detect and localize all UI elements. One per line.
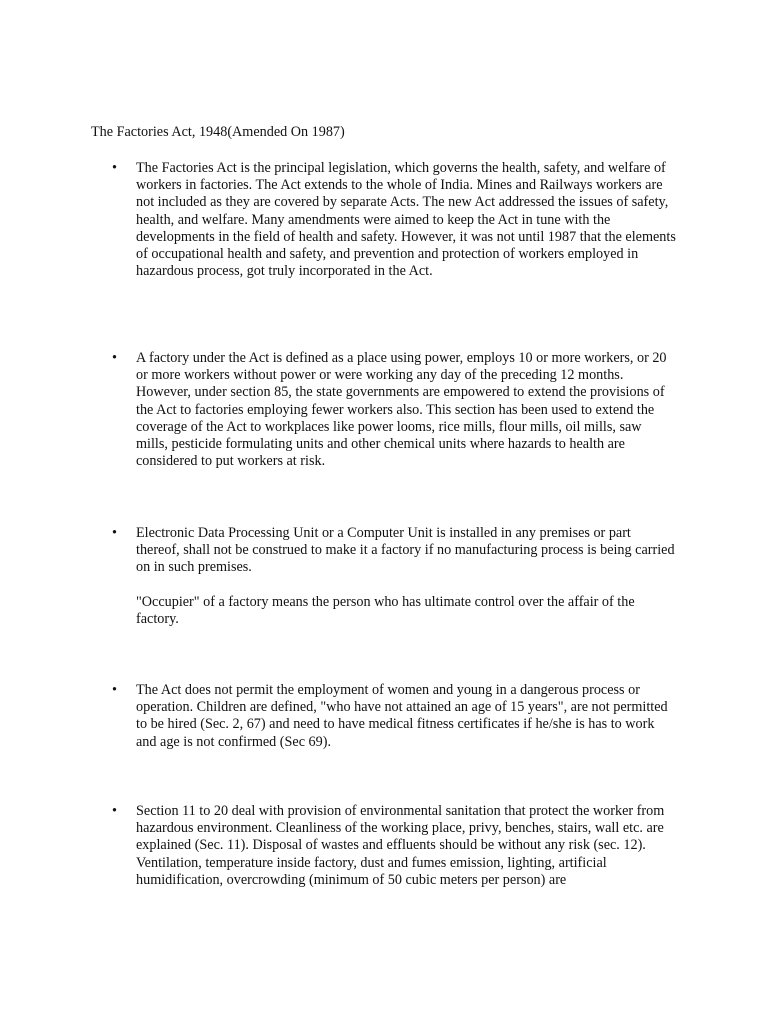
bullet-row [112,350,672,470]
bullet-row [112,525,675,577]
bullet-item-4 [112,682,672,751]
bullet-row [112,682,672,751]
bullet-icon: • [112,803,117,819]
document-title: The Factories Act, 1948(Amended On 1987) [91,124,345,140]
bullet-text: The Factories Act is the principal legislation, which governs the health, safety, and welfare of workers in factories. The Act extends to the whole of India. Mines and Railways workers are not included as they are covered by separate Acts. The new Act addressed the issues of safety, health, and welfare. Many amendments were aimed to keep the Act in tune with the developments in the field of health and safety. However, it was not until 1987 that the elements of occupational health and safety, and prevention and protection of workers employed in hazardous process, got truly incorporated in the Act. [136,160,676,280]
bullet-row [112,160,676,280]
bullet-item-5 [112,803,672,889]
bullet-text: A factory under the Act is defined as a place using power, employs 10 or more workers, or 20 or more workers without power or were working any day of the preceding 12 months. However, under section 85, the state governments are empowered to extend the provisions of the Act to factories employing fewer workers also. This section has been used to extend the coverage of the Act to workplaces like power looms, rice mills, flour mills, oil mills, saw mills, pesticide formulating units and other chemical units where hazards to health are considered to put workers at risk. [136,350,667,470]
bullet-icon: • [112,160,117,176]
occupier-definition: "Occupier" of a factory means the person who has ultimate control over the affair of the factory. [136,593,635,627]
bullet-text: The Act does not permit the employment of women and young in a dangerous process or operation. Children are defined, "who have not attained an age of 15 years", are not permitted to be hired (Sec. 2, 67) and need to have medical fitness certificates if he/she is has to work and age is not confirmed (Sec 69). [136,682,668,750]
bullet-icon: • [112,350,117,366]
bullet-item-1 [112,160,676,280]
bullet-icon: • [112,682,117,698]
bullet-item-3 [112,525,675,628]
bullet-text: Section 11 to 20 deal with provision of environmental sanitation that protect the worker from hazardous environment. Cleanliness of the working place, privy, benches, stairs, wall etc. are explained (Sec. 11). Disposal of wastes and effluents should be without any risk (sec. 12). Ventilation, temperature inside factory, dust and fumes emission, lighting, artificial humidification, overcrowding (minimum of 50 cubic meters per person) are [136,803,665,888]
bullet-item-2 [112,350,672,470]
bullet-row [112,803,672,889]
bullet-icon: • [112,525,117,541]
bullet-text: Electronic Data Processing Unit or a Computer Unit is installed in any premises or part thereof, shall not be construed to make it a factory if no manufacturing process is being carried on in such premises. [136,525,675,576]
